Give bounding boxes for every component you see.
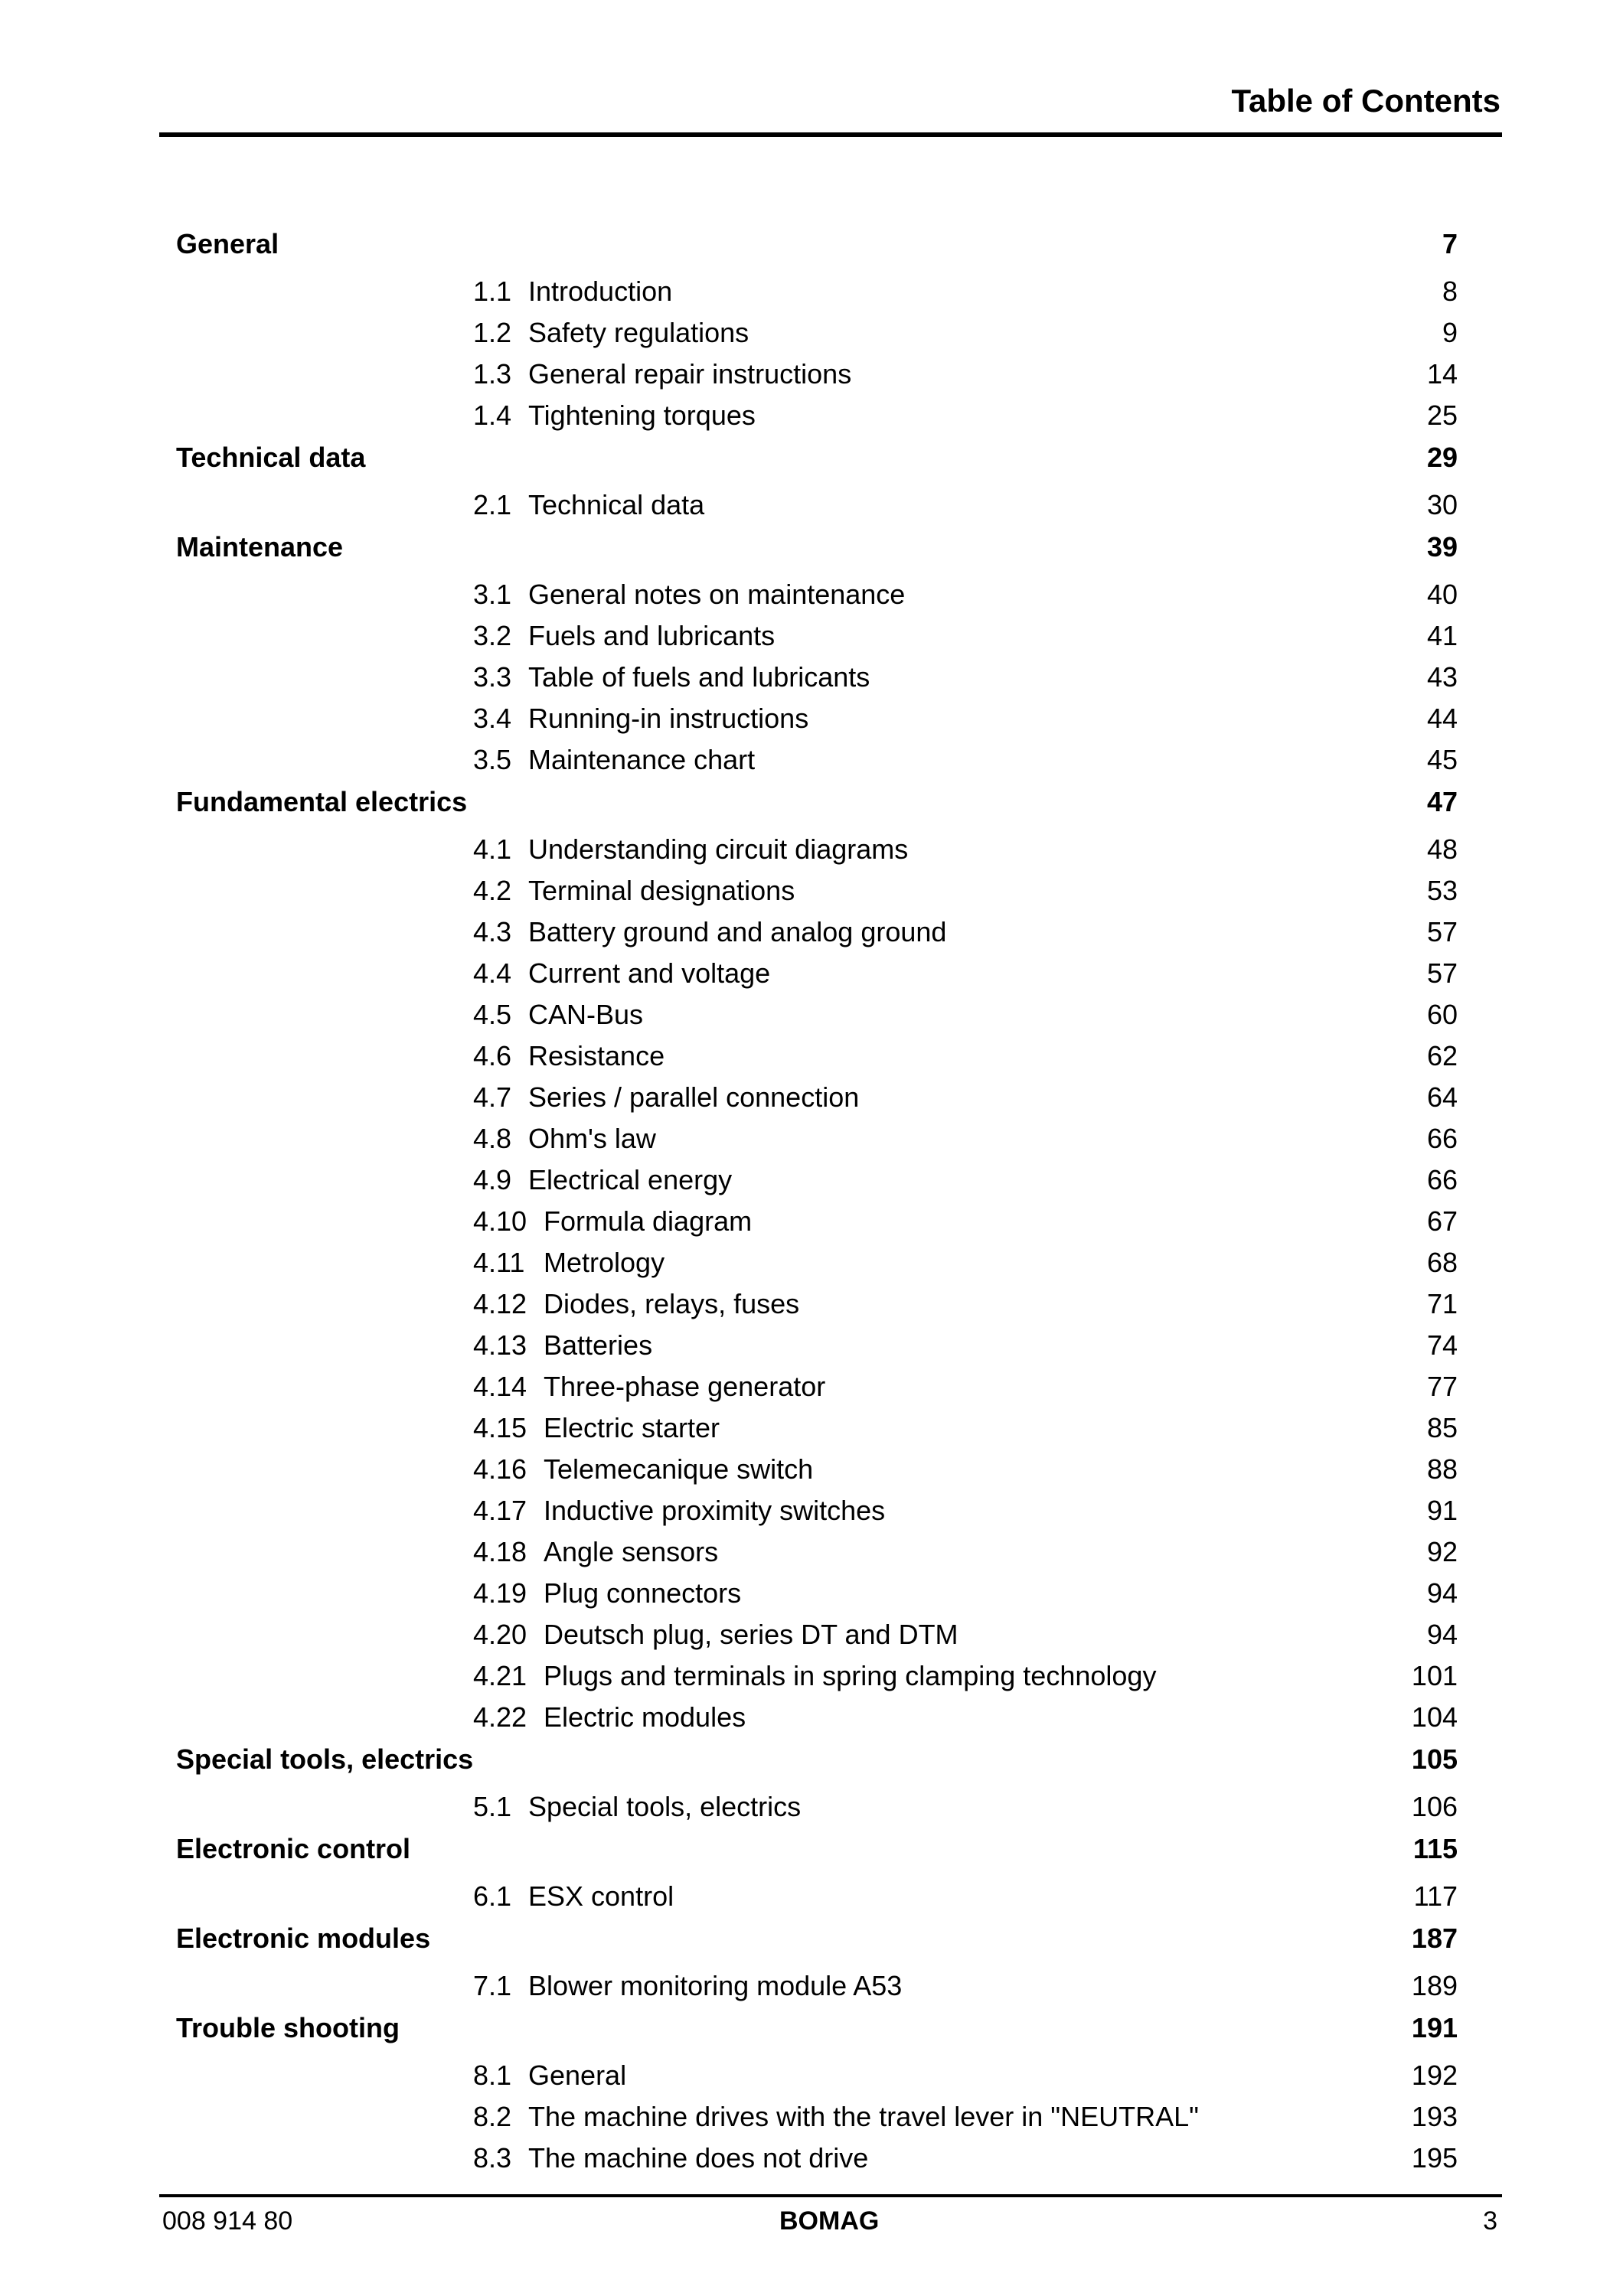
toc-section-row (0, 1573, 1623, 1609)
toc-section-row (0, 829, 1623, 866)
section-page-number: 94 (1426, 1619, 1458, 1650)
section-number: 1.3 (473, 358, 512, 390)
toc-section-row (0, 1965, 1623, 2002)
section-number: 4.7 (473, 1081, 512, 1113)
toc-section-row (0, 1490, 1623, 1527)
section-title: Understanding circuit diagrams (528, 833, 909, 865)
section-page-number: 193 (1411, 2101, 1458, 2132)
toc-section-row (0, 2055, 1623, 2092)
section-page-number: 8 (1442, 276, 1458, 307)
toc-chapter-row (0, 527, 1623, 563)
section-number: 8.3 (473, 2142, 512, 2174)
toc-chapter-row (0, 781, 1623, 818)
section-title: Series / parallel connection (528, 1081, 860, 1113)
section-number: 4.3 (473, 916, 512, 947)
toc-chapter-row (0, 1828, 1623, 1865)
section-title: CAN-Bus (528, 999, 644, 1030)
section-number: 4.12 (473, 1288, 527, 1319)
section-page-number: 45 (1426, 744, 1458, 775)
brand-name: BOMAG (779, 2206, 880, 2236)
toc-section-row (0, 354, 1623, 390)
chapter-page-number: 29 (1426, 442, 1458, 473)
section-number: 4.13 (473, 1329, 527, 1361)
section-title: Batteries (544, 1329, 653, 1361)
toc-section-row (0, 1077, 1623, 1114)
toc-section-row (0, 1035, 1623, 1072)
toc-section-row (0, 574, 1623, 611)
toc-chapter-row (0, 1918, 1623, 1955)
chapter-page-number: 191 (1411, 2012, 1458, 2043)
section-number: 4.1 (473, 833, 512, 865)
chapter-title: Maintenance (176, 531, 344, 563)
toc-section-row (0, 870, 1623, 907)
section-page-number: 44 (1426, 703, 1458, 734)
section-number: 3.5 (473, 744, 512, 775)
section-title: ESX control (528, 1880, 674, 1912)
chapter-title: General (176, 228, 279, 259)
chapter-title: Trouble shooting (176, 2012, 400, 2043)
toc-chapter-row (0, 223, 1623, 260)
section-number: 4.15 (473, 1412, 527, 1443)
section-page-number: 74 (1426, 1329, 1458, 1361)
section-page-number: 66 (1426, 1123, 1458, 1154)
section-number: 4.6 (473, 1040, 512, 1071)
chapter-title: Electronic modules (176, 1923, 431, 1954)
chapter-page-number: 187 (1411, 1923, 1458, 1954)
chapter-title: Special tools, electrics (176, 1743, 474, 1775)
section-title: Deutsch plug, series DT and DTM (544, 1619, 958, 1650)
section-page-number: 57 (1426, 916, 1458, 947)
section-number: 4.14 (473, 1371, 527, 1402)
section-number: 4.19 (473, 1577, 527, 1609)
section-page-number: 64 (1426, 1081, 1458, 1113)
section-page-number: 92 (1426, 1536, 1458, 1567)
chapter-page-number: 7 (1442, 228, 1458, 259)
toc-section-row (0, 1366, 1623, 1403)
section-number: 2.1 (473, 489, 512, 520)
chapter-page-number: 39 (1426, 531, 1458, 563)
section-page-number: 62 (1426, 1040, 1458, 1071)
section-page-number: 53 (1426, 875, 1458, 906)
toc-chapter-row (0, 1739, 1623, 1776)
section-number: 4.2 (473, 875, 512, 906)
section-number: 4.20 (473, 1619, 527, 1650)
document-number: 008 914 80 (162, 2206, 293, 2236)
section-title: Electric starter (544, 1412, 720, 1443)
section-title: Resistance (528, 1040, 665, 1071)
section-number: 8.2 (473, 2101, 512, 2132)
page-number: 3 (1483, 2206, 1497, 2236)
section-number: 4.18 (473, 1536, 527, 1567)
toc-section-row (0, 1655, 1623, 1692)
section-number: 4.9 (473, 1164, 512, 1195)
section-page-number: 40 (1426, 579, 1458, 610)
section-number: 4.10 (473, 1205, 527, 1237)
toc-section-row (0, 271, 1623, 308)
section-number: 6.1 (473, 1880, 512, 1912)
section-title: Metrology (544, 1247, 665, 1278)
section-title: Plug connectors (544, 1577, 742, 1609)
section-page-number: 67 (1426, 1205, 1458, 1237)
section-title: Special tools, electrics (528, 1791, 802, 1822)
toc-section-row (0, 615, 1623, 652)
section-title: The machine does not drive (528, 2142, 869, 2174)
section-title: Safety regulations (528, 317, 749, 348)
toc-section-row (0, 484, 1623, 521)
section-page-number: 68 (1426, 1247, 1458, 1278)
section-title: Ohm's law (528, 1123, 656, 1154)
chapter-page-number: 47 (1426, 786, 1458, 817)
section-number: 1.1 (473, 276, 512, 307)
section-title: The machine drives with the travel lever in "NEUTRAL" (528, 2101, 1199, 2132)
page-title: Table of Contents (1231, 83, 1501, 119)
section-number: 3.4 (473, 703, 512, 734)
section-title: Technical data (528, 489, 705, 520)
section-page-number: 189 (1411, 1970, 1458, 2001)
section-page-number: 94 (1426, 1577, 1458, 1609)
toc-section-row (0, 1876, 1623, 1913)
section-page-number: 9 (1442, 317, 1458, 348)
section-page-number: 85 (1426, 1412, 1458, 1443)
section-page-number: 117 (1413, 1880, 1458, 1912)
section-page-number: 91 (1426, 1495, 1458, 1526)
toc-section-row (0, 1283, 1623, 1320)
section-title: Three-phase generator (544, 1371, 826, 1402)
section-page-number: 77 (1426, 1371, 1458, 1402)
toc-section-row (0, 312, 1623, 349)
section-page-number: 66 (1426, 1164, 1458, 1195)
section-title: Blower monitoring module A53 (528, 1970, 903, 2001)
section-title: Introduction (528, 276, 673, 307)
toc-section-row (0, 1786, 1623, 1823)
section-number: 3.1 (473, 579, 512, 610)
section-number: 3.2 (473, 620, 512, 651)
toc-section-row (0, 739, 1623, 776)
section-number: 4.8 (473, 1123, 512, 1154)
section-number: 1.2 (473, 317, 512, 348)
section-title: General (528, 2060, 627, 2091)
toc-section-row (0, 1531, 1623, 1568)
section-number: 4.16 (473, 1453, 527, 1485)
section-page-number: 104 (1411, 1701, 1458, 1733)
section-page-number: 88 (1426, 1453, 1458, 1485)
section-number: 8.1 (473, 2060, 512, 2091)
toc-section-row (0, 912, 1623, 948)
section-page-number: 25 (1426, 400, 1458, 431)
section-title: Battery ground and analog ground (528, 916, 947, 947)
section-title: Angle sensors (544, 1536, 719, 1567)
section-title: Fuels and lubricants (528, 620, 776, 651)
section-page-number: 14 (1426, 358, 1458, 390)
section-number: 4.5 (473, 999, 512, 1030)
section-number: 1.4 (473, 400, 512, 431)
chapter-title: Electronic control (176, 1833, 411, 1864)
chapter-page-number: 105 (1411, 1743, 1458, 1775)
section-title: Table of fuels and lubricants (528, 661, 870, 693)
section-page-number: 106 (1411, 1791, 1458, 1822)
section-title: Plugs and terminals in spring clamping technology (544, 1660, 1157, 1691)
section-title: General repair instructions (528, 358, 852, 390)
section-title: Current and voltage (528, 957, 771, 989)
toc-chapter-row (0, 437, 1623, 474)
section-number: 4.22 (473, 1701, 527, 1733)
section-number: 4.21 (473, 1660, 527, 1691)
toc-section-row (0, 698, 1623, 735)
toc-section-row (0, 1325, 1623, 1362)
toc-section-row (0, 2096, 1623, 2133)
section-title: Formula diagram (544, 1205, 753, 1237)
chapter-page-number: 115 (1412, 1833, 1458, 1864)
section-page-number: 195 (1411, 2142, 1458, 2174)
section-title: Telemecanique switch (544, 1453, 814, 1485)
toc-section-row (0, 657, 1623, 693)
section-title: Electrical energy (528, 1164, 733, 1195)
toc-chapter-row (0, 2007, 1623, 2044)
section-title: Terminal designations (528, 875, 795, 906)
section-number: 4.4 (473, 957, 512, 989)
section-title: Electric modules (544, 1701, 746, 1733)
section-title: Running-in instructions (528, 703, 809, 734)
section-page-number: 43 (1426, 661, 1458, 693)
section-title: Maintenance chart (528, 744, 756, 775)
toc-section-row (0, 1449, 1623, 1486)
toc-section-row (0, 953, 1623, 990)
section-page-number: 30 (1426, 489, 1458, 520)
chapter-title: Fundamental electrics (176, 786, 468, 817)
section-number: 4.17 (473, 1495, 527, 1526)
toc-section-row (0, 1159, 1623, 1196)
section-page-number: 192 (1411, 2060, 1458, 2091)
section-number: 3.3 (473, 661, 512, 693)
section-number: 4.11 (473, 1247, 525, 1278)
section-page-number: 48 (1426, 833, 1458, 865)
toc-section-row (0, 994, 1623, 1031)
toc-section-row (0, 1697, 1623, 1733)
section-number: 7.1 (473, 1970, 512, 2001)
section-page-number: 41 (1426, 620, 1458, 651)
toc-section-row (0, 1614, 1623, 1651)
toc-section-row (0, 1201, 1623, 1238)
section-page-number: 57 (1426, 957, 1458, 989)
toc-section-row (0, 1242, 1623, 1279)
toc-section-row (0, 1407, 1623, 1444)
section-page-number: 71 (1426, 1288, 1458, 1319)
section-number: 5.1 (473, 1791, 512, 1822)
section-title: Diodes, relays, fuses (544, 1288, 800, 1319)
toc-section-row (0, 2138, 1623, 2174)
footer-divider (159, 2194, 1502, 2197)
toc-section-row (0, 395, 1623, 432)
section-title: Inductive proximity switches (544, 1495, 886, 1526)
section-title: Tightening torques (528, 400, 756, 431)
toc-section-row (0, 1118, 1623, 1155)
section-title: General notes on maintenance (528, 579, 906, 610)
section-page-number: 101 (1411, 1660, 1458, 1691)
chapter-title: Technical data (176, 442, 366, 473)
section-page-number: 60 (1426, 999, 1458, 1030)
